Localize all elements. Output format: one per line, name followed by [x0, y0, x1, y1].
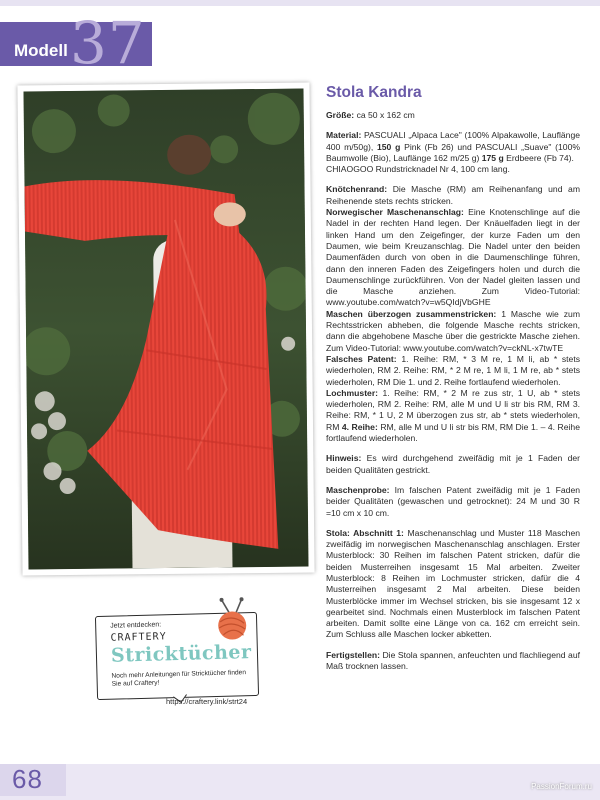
footer-band: [0, 764, 600, 800]
badge-title: Stricktücher: [110, 641, 252, 667]
top-band: [0, 0, 600, 6]
norwegian-cast-on-paragraph: [326, 207, 580, 309]
craftery-promo-badge[interactable]: [95, 612, 259, 700]
watermark: PassionForum.ru: [531, 782, 592, 791]
article-title: Stola Kandra: [326, 84, 422, 101]
photo-illustration: [24, 89, 309, 570]
lochmuster-label: Lochmuster:: [326, 387, 379, 398]
material-text-1: PASCUALI „Alpaca Lace" (100% Alpakawolle, Lauflänge 400 m/50g),: [326, 130, 581, 152]
fertigstellen-paragraph: [326, 650, 580, 673]
badge-intro: Jetzt entdecken:: [110, 621, 162, 630]
badge-brand: CRAFTERY: [110, 631, 167, 644]
norwegian-cast-on-label: Norwegischer Maschenanschlag:: [326, 207, 464, 218]
fertigstellen-label: Fertigstellen:: [326, 649, 380, 660]
knoetchenrand-label: Knötchenrand:: [326, 184, 388, 195]
material-text-2: Pink (Fb 26) und PASCUALI „Suave" (100% Baumwolle (Bio), Lauflänge 162 m/25 g): [326, 141, 580, 163]
page-number: 68: [12, 764, 43, 794]
material-label: Material:: [326, 130, 362, 141]
ueberzogen-label: Maschen überzogen zusammenstricken:: [326, 308, 497, 319]
model-number: 37: [70, 9, 146, 77]
material-qty-1: 150 g: [377, 141, 401, 152]
stola-text: Maschenanschlag und Muster 118 Maschen zweifädig im norwegischen Maschenanschlag anschlagen. Erster Musterblock: 30 Reihen im falschen Patent stricken, dafür die beiden Musterreihen insgesamt 15 Mal arbeiten. Zweiter Musterblock: 8 Reihen im Lochmuster stricken, dafür die 4 Musterreihen insgesamt 2 Mal arbeiten. Diese beiden Musterblöcke immer im Wechsel stricken, bis sie insgesamt 12 x gearbeitet sind. Nochmals einen Musterblock im falschen Patent arbeiten. Damit sollte eine Länge von ca. 162 cm erreicht sein. Zum Schluss alle Maschen locker abketten.: [326, 527, 581, 640]
fertigstellen-text: Die Stola spannen, anfeuchten und flachliegend auf Maß trocknen lassen.: [326, 649, 580, 672]
stola-label: Stola: Abschnitt 1:: [326, 527, 404, 538]
lochmuster-bold: 4. Reihe:: [341, 421, 378, 432]
ueberzogen-text: 1 Masche wie zum Rechtsstricken abheben, die folgende Masche rechts stricken, dann die abgehobene Masche über die gestrickte Masche ziehen. Zum Video-Tutorial: www.youtube.com/watch?v=ckNL-x7twTE: [326, 308, 580, 353]
stola-paragraph: [326, 528, 580, 641]
product-photo-frame: [17, 82, 314, 575]
falsches-patent-paragraph: [326, 354, 580, 388]
falsches-patent-label: Falsches Patent:: [326, 353, 397, 364]
norwegian-cast-on-text: Eine Knotenschlinge auf die Nadel in der rechten Hand legen. Der Knäuelfaden liegt in der linken Hand um den Zeigefinger, der kurze Faden um den Daumen, wie beim Kreuzanschlag. Die Nadel unter den beiden Daumenfäden durch von oben in die Daumenschlinge führen, dann den inneren Faden des Zeigefingers holen und durch die Daumenschlinge zurückführen. Von der Nadel gleiten lassen und die Masche anziehen. Zum Video-Tutorial: www.youtube.com/watch?v=w5QIdjVbGHE: [326, 207, 581, 308]
hinweis-label: Hinweis:: [326, 453, 362, 464]
size-label: Größe:: [326, 110, 355, 120]
falsches-patent-text: 1. Reihe: RM, * 3 M re, 1 M li, ab * stets wiederholen, RM 2. Reihe: RM, * 2 M re, 1 M li, 1 M re, ab * stets wiederholen, RM Die 1. und 2. Reihe fortlaufend wiederholen.: [326, 353, 581, 387]
material-qty-2: 175 g: [481, 152, 504, 163]
hinweis-text: Es wird durchgehend zweifädig mit je 1 Faden der beiden Qualitäten gestrickt.: [326, 453, 580, 475]
lochmuster-text-1: 1. Reihe: RM, * 2 M re zus str, 1 U, ab * stets wiederholen, RM 2. Reihe: RM, alle M und U li str bis RM, RM 3. Reihe: RM, * 1 U, 2 M überzogen zus str, ab * stets wiederholen, RM: [326, 387, 581, 432]
lochmuster-text-2: RM, alle M und U li str bis RM, RM Die 1. – 4. Reihe fortlaufend wiederholen.: [326, 421, 580, 444]
size-value: ca 50 x 162 cm: [356, 110, 415, 120]
yarn-ball-icon: [207, 595, 254, 642]
article-content: [326, 84, 580, 681]
size-paragraph: [326, 110, 580, 121]
craftery-link[interactable]: https://craftery.link/strt24: [166, 697, 248, 706]
knoetchenrand-text: Die Masche (RM) am Reihenanfang und am Reihenende stets rechts stricken.: [326, 184, 581, 206]
material-paragraph: [326, 130, 580, 175]
knoetchenrand-paragraph: [326, 184, 580, 207]
maschenprobe-label: Maschenprobe:: [326, 484, 390, 495]
lochmuster-paragraph: [326, 388, 580, 444]
maschenprobe-text: Im falschen Patent zweifädig mit je 1 Faden beider Qualitäten (gewaschen und getrocknet): 24 M und 30 R =10 cm x 10 cm.: [326, 484, 580, 518]
hinweis-paragraph: [326, 453, 580, 476]
model-label: Modell: [14, 41, 68, 60]
material-text-3: Erdbeere (Fb 74).: [506, 152, 574, 163]
needle-text: CHIAOGOO Rundstricknadel Nr 4, 100 cm lang.: [326, 164, 510, 175]
product-photo: [24, 89, 309, 570]
badge-description: Noch mehr Anleitungen für Stricktücher finden Sie auf Craftery!: [111, 669, 247, 688]
ueberzogen-paragraph: [326, 309, 580, 354]
maschenprobe-paragraph: [326, 485, 580, 519]
